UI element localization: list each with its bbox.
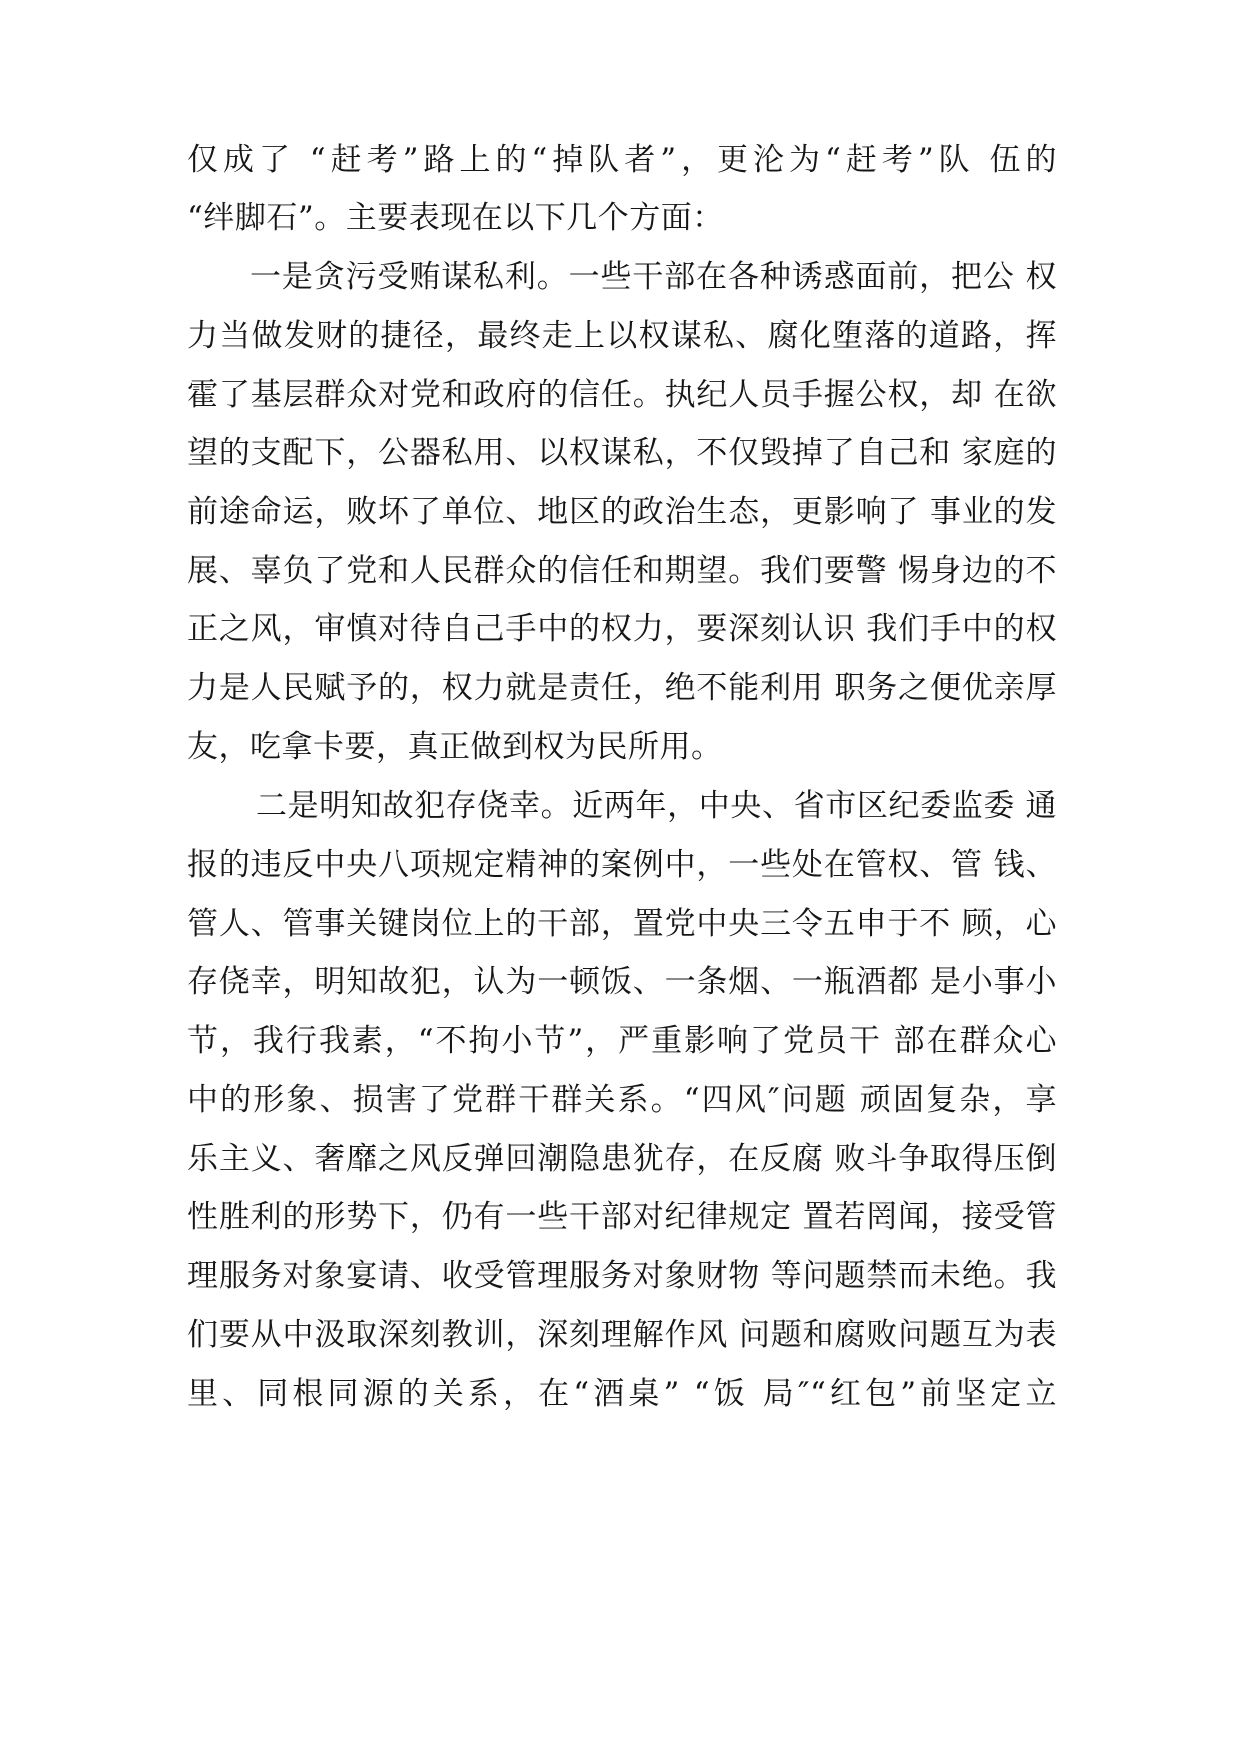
text-line: 存侥幸，明知故犯，认为一顿饭、一条烟、一瓶酒都 是小事小 (187, 964, 1057, 1000)
text-line: 望的支配下，公器私用、以权谋私，不仅毁掉了自己和 家庭的 (187, 435, 1057, 471)
text-line: 霍了基层群众对党和政府的信任。执纪人员手握公权，却 在欲 (187, 377, 1057, 413)
text-line: 一是贪污受贿谋私利。一些干部在各种诱惑面前，把公 权 (250, 259, 1057, 295)
text-line: 前途命运，败坏了单位、地区的政治生态，更影响了 事业的发 (187, 494, 1057, 530)
text-line: 性胜利的形势下，仍有一些干部对纪律规定 置若罔闻，接受管 (187, 1199, 1057, 1235)
text-line: 正之风，审慎对待自己手中的权力，要深刻认识 我们手中的权 (187, 611, 1057, 647)
text-line: 节，我行我素，“不拘小节”，严重影响了党员干 部在群众心 (187, 1023, 1057, 1059)
text-line: 友，吃拿卡要，真正做到权为民所用。 (187, 729, 723, 765)
text-line: 管人、管事关键岗位上的干部，置党中央三令五申于不 顾，心 (187, 906, 1057, 942)
text-line: 力当做发财的捷径，最终走上以权谋私、腐化堕落的道路，挥 (187, 318, 1057, 354)
text-line: 力是人民赋予的，权力就是责任，绝不能利用 职务之便优亲厚 (187, 670, 1057, 706)
text-line: 们要从中汲取深刻教训，深刻理解作风 问题和腐败问题互为表 (187, 1317, 1057, 1353)
text-line: 二是明知故犯存侥幸。近两年，中央、省市区纪委监委 通 (256, 788, 1057, 824)
text-line: 仅成了 “赶考”路上的“掉队者”，更沦为“赶考”队 伍的 (187, 142, 1057, 178)
text-line: “绊脚石”。主要表现在以下几个方面： (187, 200, 724, 236)
text-line: 里、同根同源的关系，在“酒桌” “饭 局″“红包”前坚定立 (187, 1376, 1057, 1412)
text-line: 报的违反中央八项规定精神的案例中，一些处在管权、管 钱、 (187, 847, 1057, 883)
text-line: 展、辜负了党和人民群众的信任和期望。我们要警 惕身边的不 (187, 553, 1057, 589)
text-line: 理服务对象宴请、收受管理服务对象财物 等问题禁而未绝。我 (187, 1258, 1057, 1294)
text-line: 中的形象、损害了党群干群关系。“四风″问题 顽固复杂，享 (187, 1082, 1057, 1118)
text-line: 乐主义、奢靡之风反弹回潮隐患犹存，在反腐 败斗争取得压倒 (187, 1141, 1057, 1177)
